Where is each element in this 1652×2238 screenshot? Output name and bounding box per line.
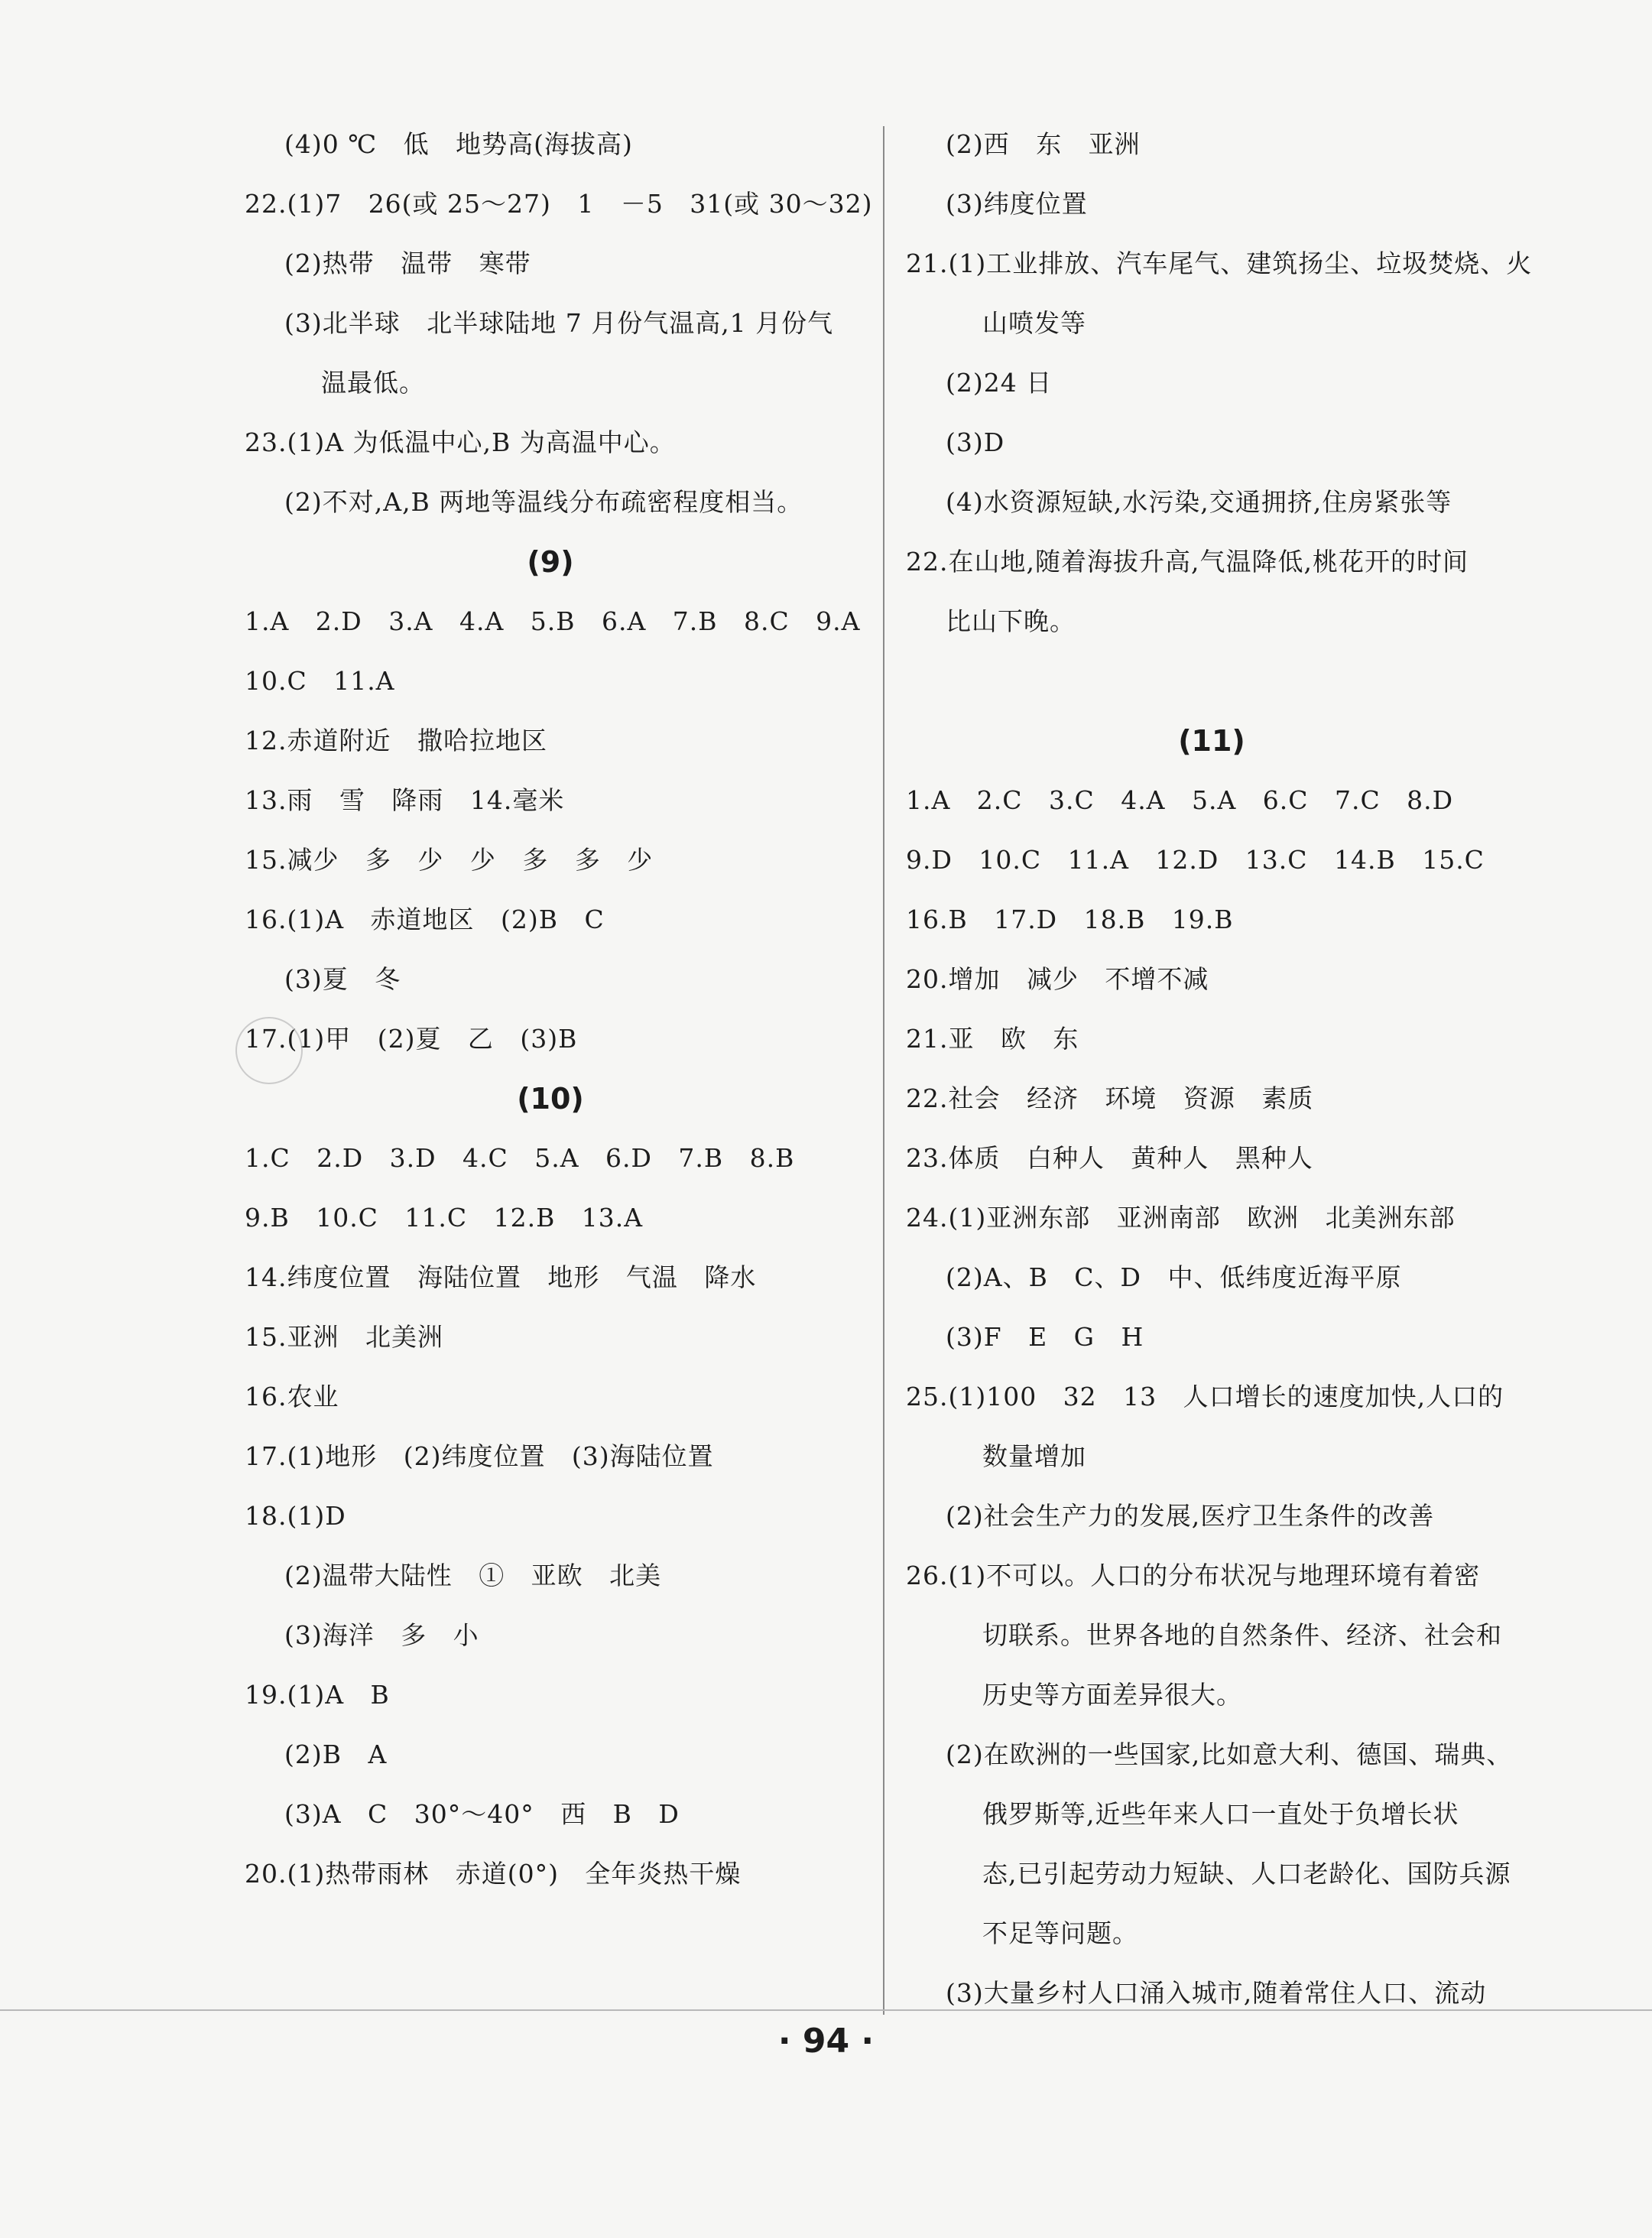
answer-line: 不足等问题。 bbox=[982, 1918, 1138, 1948]
answer-line: 26.(1)不可以。人口的分布状况与地理环境有着密 bbox=[906, 1561, 1481, 1590]
left-column bbox=[245, 115, 873, 1904]
answer-line: (2)24 日 bbox=[946, 368, 1053, 398]
answer-line: 17.(1)甲 (2)夏 乙 (3)B bbox=[245, 1024, 578, 1054]
answer-line: 20.(1)热带雨林 赤道(0°) 全年炎热干燥 bbox=[245, 1859, 742, 1889]
answer-line: 22.在山地,随着海拔升高,气温降低,桃花开的时间 bbox=[906, 547, 1469, 577]
section-heading-9: (9) bbox=[527, 545, 574, 579]
answer-line: 23.(1)A 为低温中心,B 为高温中心。 bbox=[245, 427, 676, 457]
answer-line: 10.C 11.A bbox=[245, 666, 395, 696]
answer-line: (4)0 ℃ 低 地势高(海拔高) bbox=[284, 129, 633, 159]
answer-line: (2)B A bbox=[284, 1739, 388, 1769]
answer-line: (3)夏 冬 bbox=[284, 964, 401, 994]
answer-line: (3)大量乡村人口涌入城市,随着常住人口、流动 bbox=[946, 1978, 1487, 2008]
answer-line: 态,已引起劳动力短缺、人口老龄化、国防兵源 bbox=[982, 1859, 1511, 1889]
answer-line: 25.(1)100 32 13 人口增长的速度加快,人口的 bbox=[906, 1382, 1504, 1411]
answer-line: 14.纬度位置 海陆位置 地形 气温 降水 bbox=[245, 1262, 757, 1292]
section-heading-10: (10) bbox=[517, 1082, 584, 1116]
answer-line: 切联系。世界各地的自然条件、经济、社会和 bbox=[982, 1620, 1502, 1650]
answer-line: 数量增加 bbox=[982, 1441, 1086, 1471]
answer-line: 1.C 2.D 3.D 4.C 5.A 6.D 7.B 8.B bbox=[245, 1143, 795, 1173]
footer-rule bbox=[0, 2009, 1652, 2011]
answer-line: (2)温带大陆性 ① 亚欧 北美 bbox=[284, 1561, 662, 1590]
answer-line: 16.B 17.D 18.B 19.B bbox=[906, 905, 1234, 934]
answer-line: (3)海洋 多 小 bbox=[284, 1620, 479, 1650]
answer-line: (2)西 东 亚洲 bbox=[946, 129, 1141, 159]
answer-line: 俄罗斯等,近些年来人口一直处于负增长状 bbox=[982, 1799, 1459, 1829]
answer-line: 1.A 2.D 3.A 4.A 5.B 6.A 7.B 8.C 9.A bbox=[245, 606, 861, 636]
answer-line: 22.社会 经济 环境 资源 素质 bbox=[906, 1083, 1314, 1113]
answer-line: (2)在欧洲的一些国家,比如意大利、德国、瑞典、 bbox=[946, 1739, 1513, 1769]
answer-line: 13.雨 雪 降雨 14.毫米 bbox=[245, 785, 565, 815]
answer-line: 历史等方面差异很大。 bbox=[982, 1680, 1242, 1710]
answer-line: 21.亚 欧 东 bbox=[906, 1024, 1079, 1054]
answer-line: (3)纬度位置 bbox=[946, 189, 1088, 219]
answer-line: 22.(1)7 26(或 25～27) 1 －5 31(或 30～32) bbox=[245, 189, 873, 219]
page-number: · 94 · bbox=[777, 2022, 875, 2061]
answer-line: 16.(1)A 赤道地区 (2)B C bbox=[245, 905, 605, 934]
answer-line: (2)热带 温带 寒带 bbox=[284, 248, 531, 278]
answer-line: 16.农业 bbox=[245, 1382, 339, 1411]
answer-line: (2)不对,A,B 两地等温线分布疏密程度相当。 bbox=[284, 487, 803, 517]
answer-line: 比山下晚。 bbox=[946, 606, 1076, 636]
answer-line: 20.增加 减少 不增不减 bbox=[906, 964, 1209, 994]
answer-line: 12.赤道附近 撒哈拉地区 bbox=[245, 726, 547, 755]
answer-line: (4)水资源短缺,水污染,交通拥挤,住房紧张等 bbox=[946, 487, 1452, 517]
answer-line: (3)D bbox=[946, 427, 1005, 457]
faded-stamp bbox=[235, 1017, 303, 1084]
answer-line: 24.(1)亚洲东部 亚洲南部 欧洲 北美洲东部 bbox=[906, 1203, 1456, 1233]
answer-line: 1.A 2.C 3.C 4.A 5.A 6.C 7.C 8.D bbox=[906, 785, 1454, 815]
spacer bbox=[906, 651, 1517, 711]
answer-line: 19.(1)A B bbox=[245, 1680, 390, 1710]
answer-line: (2)A、B C、D 中、低纬度近海平原 bbox=[946, 1262, 1402, 1292]
answer-line: 15.亚洲 北美洲 bbox=[245, 1322, 443, 1352]
answer-line: 9.D 10.C 11.A 12.D 13.C 14.B 15.C bbox=[906, 845, 1485, 875]
answer-line: 山喷发等 bbox=[982, 308, 1086, 338]
answer-line: (3)F E G H bbox=[946, 1322, 1144, 1352]
answer-line: 15.减少 多 少 少 多 多 少 bbox=[245, 845, 654, 875]
answer-line: (3)A C 30°～40° 西 B D bbox=[284, 1799, 680, 1829]
answer-line: (2)社会生产力的发展,医疗卫生条件的改善 bbox=[946, 1501, 1435, 1531]
answer-line: (3)北半球 北半球陆地 7 月份气温高,1 月份气 bbox=[284, 308, 834, 338]
right-column bbox=[906, 115, 1533, 2023]
column-divider bbox=[883, 126, 884, 2015]
section-heading-11: (11) bbox=[1178, 724, 1245, 758]
answer-line: 9.B 10.C 11.C 12.B 13.A bbox=[245, 1203, 644, 1233]
answer-line: 23.体质 白种人 黄种人 黑种人 bbox=[906, 1143, 1313, 1173]
answer-line: 21.(1)工业排放、汽车尾气、建筑扬尘、垃圾焚烧、火 bbox=[906, 248, 1533, 278]
answer-line: 温最低。 bbox=[321, 368, 425, 398]
answer-line: 18.(1)D bbox=[245, 1501, 346, 1531]
answer-line: 17.(1)地形 (2)纬度位置 (3)海陆位置 bbox=[245, 1441, 714, 1471]
